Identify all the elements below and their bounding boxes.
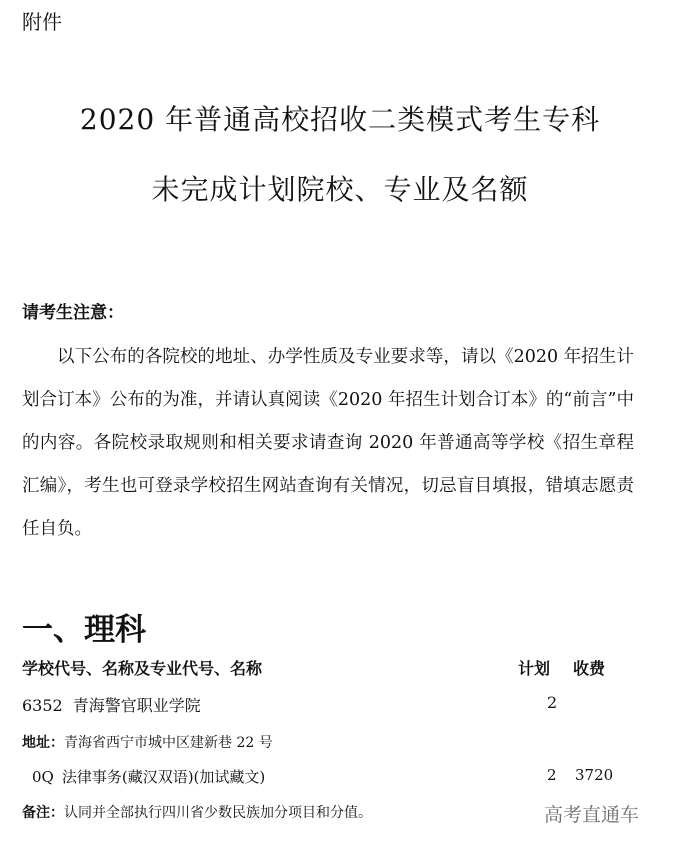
remark-label: 备注： [22,805,64,821]
remark [22,802,372,822]
remark-text: 认同并全部执行四川省少数民族加分项目和分值。 [64,805,372,821]
column-header-fee: 收费 [573,659,606,678]
major-code: 0Q [32,768,54,786]
address-value: 青海省西宁市城中区建新巷 22 号 [64,735,273,751]
column-header-plan: 计划 [518,659,551,678]
school-name: 青海警官职业学院 [72,696,201,715]
column-header-school: 学校代号、名称及专业代号、名称 [22,659,263,678]
section-heading-science: 一、理科 [22,612,146,648]
document-title-line2: 未完成计划院校、专业及名额 [151,173,529,206]
document-title-line1: 2020 年普通高校招收二类模式考生专科 [79,103,601,136]
attachment-label: 附件 [22,10,62,34]
school-address [22,732,273,752]
address-label: 地址： [22,735,64,751]
notice-body: 以下公布的各院校的地址、办学性质及专业要求等，请以《2020 年招生计划合订本》公布的为准，并请认真阅读《2020 年招生计划合订本》的“前言”中的内容。各院校录取规则和相关要求请查询 2020 年普通高等学校《招生章程汇编》，考生也可登录学校招生网站查询有关情况，切忌盲目填报，错填志愿责任自负。 [22,347,634,539]
school-plan-count: 2 [547,693,558,712]
major-name: 法律事务(藏汉双语)(加试藏文) [61,768,266,786]
major-row [32,766,265,787]
major-plan-count: 2 [547,766,557,784]
major-fee: 3720 [575,766,614,784]
watermark: 高考直通车 [544,804,640,826]
school-code: 6352 [22,696,63,715]
school-row [22,693,201,716]
notice-heading: 请考生注意： [22,303,124,323]
